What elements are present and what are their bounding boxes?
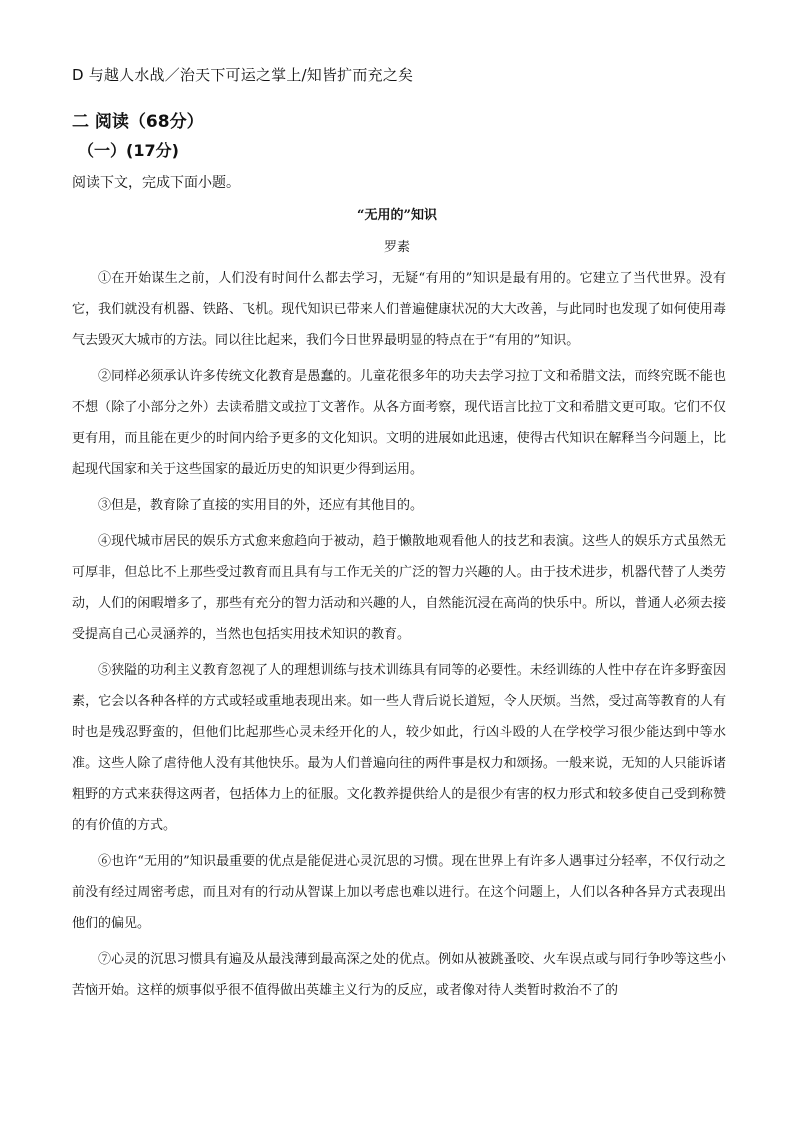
paragraph-1: ①在开始谋生之前，人们没有时间什么都去学习，无疑“有用的”知识是最有用的。它建立了当代世界。没有它，我们就没有机器、铁路、飞机。现代知识已带来人们普遍健康状况的大大改善，与此同时也发现了如何使用毒气去毁灭大城市的方法。同以往比起来，我们今日世界最明显的特点在于“有用的”知识。	[72, 271, 726, 348]
paragraph-2: ②同样必须承认许多传统文化教育是愚蠢的。儿童花很多年的功夫去学习拉丁文和希腊文法，而终究既不能也不想（除了小部分之外）去读希腊文或拉丁文著作。从各方面考察，现代语言比拉丁文和希腊文更可取。它们不仅更有用，而且能在更少的时间内给予更多的文化知识。文明的进展如此迅速，使得古代知识在解释当今问题上，比起现代国家和关于这些国家的最近历史的知识更少得到运用。	[72, 369, 726, 477]
answer-option-d: D 与越人水战／治天下可运之掌上/知皆扩而充之矣	[72, 66, 414, 84]
article-author: 罗素	[383, 240, 410, 255]
section-heading: 二 阅读（68分）	[72, 112, 204, 132]
article-body	[72, 263, 726, 1011]
paragraph-6: ⑥也许“无用的”知识最重要的优点是能促进心灵沉思的习惯。现在世界上有许多人遇事过分轻率，不仅行动之前没有经过周密考虑，而且对有的行动从智谋上加以考虑也难以进行。在这个问题上，人们以各种各异方式表现出他们的偏见。	[72, 854, 726, 931]
article-title: “无用的”知识	[357, 208, 437, 223]
reading-instruction: 阅读下文，完成下面小题。	[72, 175, 240, 191]
paragraph-5: ⑤狭隘的功利主义教育忽视了人的理想训练与技术训练具有同等的必要性。未经训练的人性中存在许多野蛮因素，它会以各种各样的方式或轻或重地表现出来。如一些人背后说长道短，令人厌烦。当然，受过高等教育的人有时也是残忍野蛮的，但他们比起那些心灵未经开化的人，较少如此，行凶斗殴的人在学校学习很少能达到中等水准。这些人除了虐待他人没有其他快乐。最为人们普遍向往的两件事是权力和颂扬。一般来说，无知的人只能诉诸粗野的方式来获得这两者，包括体力上的征服。文化教养提供给人的是很少有害的权力形式和较多使自己受到称赞的有价值的方式。	[72, 663, 726, 833]
paragraph-3: ③但是，教育除了直接的实用目的外，还应有其他目的。	[98, 498, 424, 513]
paragraph-4: ④现代城市居民的娱乐方式愈来愈趋向于被动，趋于懒散地观看他人的技艺和表演。这些人的娱乐方式虽然无可厚非，但总比不上那些受过教育而且具有与工作无关的广泛的智力兴趣的人。由于技术进步，机器代替了人类劳动，人们的闲暇增多了，那些有充分的智力活动和兴趣的人，自然能沉浸在高尚的快乐中。所以，普通人必须去接受提高自己心灵涵养的，当然也包括实用技术知识的教育。	[72, 534, 726, 642]
paragraph-7: ⑦心灵的沉思习惯具有遍及从最浅薄到最高深之处的优点。例如从被跳蚤咬、火车误点或与同行争吵等这些小苦恼开始。这样的烦事似乎很不值得做出英雄主义行为的反应，或者像对待人类暂时救治不了的	[72, 952, 726, 998]
sub-section-heading: （一）(17分)	[78, 141, 179, 160]
